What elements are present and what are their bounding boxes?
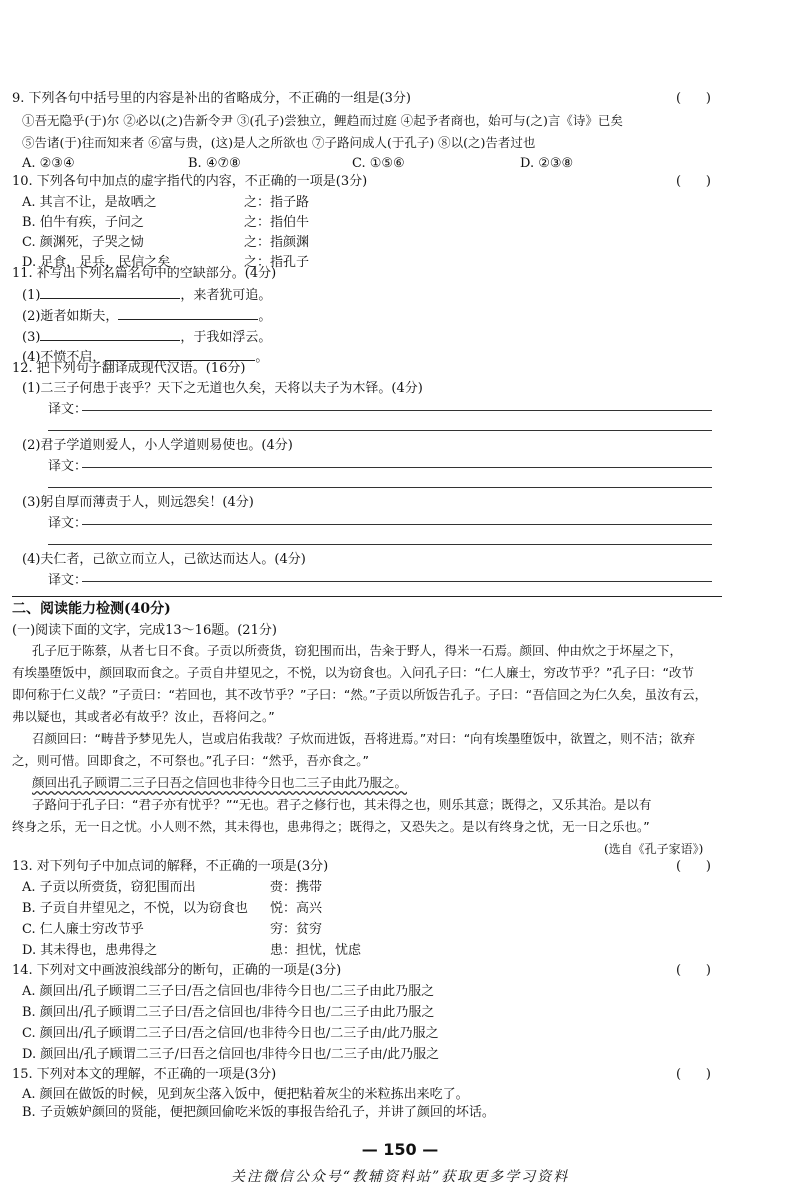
q10-option-d-note: 之：指孔子 bbox=[244, 255, 310, 270]
passage-p4-line-2: 终身之乐，无一日之忧。小人则不然，其未得也，患弗得之；既得之，又恐失之。是以有终身之忧，无一日之乐也。” bbox=[12, 819, 650, 834]
q11-blank-3[interactable] bbox=[40, 327, 180, 341]
q13-option-a-note: 赍：携带 bbox=[270, 880, 323, 895]
section-divider bbox=[12, 596, 722, 597]
passage-source: (选自《孔子家语》) bbox=[604, 842, 704, 856]
q11-item-3-num: (3) bbox=[22, 330, 41, 345]
q11-item-3-after: ，于我如浮云。 bbox=[180, 330, 272, 345]
q11-item-4-after: 。 bbox=[255, 350, 269, 365]
q15-option-a[interactable]: A. 颜回在做饭的时候，见到灰尘落入饭中，便把粘着灰尘的米粒拣出来吃了。 bbox=[22, 1087, 469, 1102]
passage-p1-line-4: 弗以疑也，其或者必有故乎？汝止，吾将问之。” bbox=[12, 709, 275, 724]
q15-stem: 15. 下列对本文的理解，不正确的一项是(3分) bbox=[12, 1067, 277, 1082]
q13-option-d[interactable]: D. 其未得也，患弗得之 bbox=[22, 943, 158, 958]
q11-stem: 11. 补写出下列名篇名句中的空缺部分。(4分) bbox=[12, 266, 277, 281]
q14-option-c[interactable]: C. 颜回出/孔子顾谓二三子曰/吾之信回/也非待今日也/二三子由/此乃服之 bbox=[22, 1026, 439, 1041]
q11-blank-2[interactable] bbox=[118, 306, 258, 320]
q10-answer-paren[interactable]: ( ) bbox=[676, 174, 711, 189]
q15-option-b[interactable]: B. 子贡嫉妒颜回的贤能，便把颜回偷吃米饭的事报告给孔子，并讲了颜回的坏话。 bbox=[22, 1105, 495, 1120]
page-number: — 150 — bbox=[361, 1140, 439, 1159]
q9-option-c[interactable]: C. ①⑤⑥ bbox=[352, 156, 405, 171]
q12-item-2: (2)君子学道则爱人，小人学道则易使也。(4分) bbox=[22, 438, 293, 453]
q12-stem: 12. 把下列句子翻译成现代汉语。(16分) bbox=[12, 361, 246, 376]
q15-answer-paren[interactable]: ( ) bbox=[676, 1067, 711, 1082]
q10-option-b-note: 之：指伯牛 bbox=[244, 215, 310, 230]
q12-item-3-label: 译文： bbox=[48, 516, 88, 531]
q12-item-3: (3)躬自厚而薄责于人，则远怨矣！(4分) bbox=[22, 495, 254, 510]
q13-option-b-note: 悦：高兴 bbox=[270, 901, 323, 916]
q11-item-1-num: (1) bbox=[22, 288, 41, 303]
q10-option-a[interactable]: A. 其言不让，是故哂之 bbox=[22, 195, 157, 210]
passage-p2-line-2: 之，则可惜。回即食之，不可祭也。”孔子曰：“然乎，吾亦食之。” bbox=[12, 753, 369, 768]
section2-subtitle: (一)阅读下面的文字，完成13～16题。(21分) bbox=[12, 623, 277, 638]
q10-option-b[interactable]: B. 伯牛有疾，子问之 bbox=[22, 215, 144, 230]
q11-item-2-num: (2)逝者如斯夫， bbox=[22, 309, 119, 324]
q11-item-1 bbox=[22, 285, 271, 305]
q11-item-2 bbox=[22, 306, 271, 326]
q12-item-1-label: 译文： bbox=[48, 402, 88, 417]
q12-item-2-answer-line-2[interactable] bbox=[48, 487, 712, 488]
q13-option-c-note: 穷：贫穷 bbox=[270, 922, 323, 937]
q13-answer-paren[interactable]: ( ) bbox=[676, 859, 711, 874]
q13-option-a[interactable]: A. 子贡以所赍货，窃犯围而出 bbox=[22, 880, 196, 895]
q14-option-b[interactable]: B. 颜回出/孔子顾谓二三子曰/吾之信回也/非待今日也/二三子由此乃服之 bbox=[22, 1005, 435, 1020]
q9-option-d[interactable]: D. ②③⑧ bbox=[520, 156, 574, 171]
q14-answer-paren[interactable]: ( ) bbox=[676, 963, 711, 978]
q10-option-c[interactable]: C. 颜渊死，子哭之恸 bbox=[22, 235, 144, 250]
q9-option-a[interactable]: A. ②③④ bbox=[22, 156, 75, 171]
q12-item-2-label: 译文： bbox=[48, 459, 88, 474]
q13-stem: 13. 对下列句子中加点词的解释，不正确的一项是(3分) bbox=[12, 859, 329, 874]
q9-answer-paren[interactable]: ( ) bbox=[676, 91, 711, 106]
passage-p3-wavy: 颜回出孔子顾谓二三子曰吾之信回也非待今日也二三子由此乃服之。 bbox=[32, 775, 408, 790]
passage-p1-line-2: 有埃墨堕饭中，颜回取而食之。子贡自井望见之，不悦，以为窃食也。入问孔子曰：“仁人廉士，穷改节乎？”孔子曰：“改节 bbox=[12, 665, 694, 680]
q14-option-d[interactable]: D. 颜回出/孔子顾谓二三子/曰吾之信回也/非待今日也/二三子由/此乃服之 bbox=[22, 1047, 440, 1062]
q12-item-4-answer-line-1[interactable] bbox=[82, 581, 712, 582]
passage-p1-line-1: 孔子厄于陈蔡，从者七日不食。子贡以所赍货，窃犯围而出，告籴于野人，得米一石焉。颜回、仲由炊之于坏屋之下， bbox=[32, 643, 683, 658]
footer-notice: 关注微信公众号“教辅资料站”获取更多学习资料 bbox=[230, 1169, 570, 1185]
passage-p2-line-1: 召颜回曰：“畴昔予梦见先人，岂或启佑我哉？子炊而进饭，吾将进焉。”对曰：“向有埃墨堕饭中，欲置之，则不洁；欲弃 bbox=[32, 731, 696, 746]
q12-item-1-answer-line-2[interactable] bbox=[48, 430, 712, 431]
q10-option-a-note: 之：指子路 bbox=[244, 195, 310, 210]
q11-item-4-num: (4)不愤不启， bbox=[22, 350, 106, 365]
q12-item-1-answer-line-1[interactable] bbox=[82, 410, 712, 411]
q13-option-d-note: 患：担忧，忧虑 bbox=[270, 943, 362, 958]
q12-item-4-label: 译文： bbox=[48, 573, 88, 588]
q11-item-1-after: ，来者犹可追。 bbox=[180, 288, 272, 303]
section2-title: 二、阅读能力检测(40分) bbox=[12, 601, 171, 617]
q9-row1: ①吾无隐乎(于)尔 ②必以(之)告新令尹 ③(孔子)尝独立，鲤趋而过庭 ④起予者商也，始可与(之)言《诗》已矣 bbox=[22, 113, 623, 128]
q9-stem: 9. 下列各句中括号里的内容是补出的省略成分，不正确的一组是(3分) bbox=[12, 91, 411, 106]
q11-blank-4[interactable] bbox=[105, 347, 255, 361]
q11-item-2-after: 。 bbox=[258, 309, 272, 324]
q11-blank-1[interactable] bbox=[40, 285, 180, 299]
q10-option-c-note: 之：指颜渊 bbox=[244, 235, 310, 250]
passage-p4-line-1: 子路问于孔子曰：“君子亦有忧乎？”“无也。君子之修行也，其未得之也，则乐其意；既得之，又乐其治。是以有 bbox=[32, 797, 652, 812]
q12-item-3-answer-line-1[interactable] bbox=[82, 524, 712, 525]
q12-item-3-answer-line-2[interactable] bbox=[48, 544, 712, 545]
q14-option-a[interactable]: A. 颜回出/孔子顾谓二三子曰/吾之信回也/非待今日也/二三子由此乃服之 bbox=[22, 984, 435, 999]
q12-item-1: (1)二三子何患于丧乎？天下之无道也久矣，天将以夫子为木铎。(4分) bbox=[22, 381, 423, 396]
q9-option-b[interactable]: B. ④⑦⑧ bbox=[188, 156, 241, 171]
passage-p1-line-3: 即何称于仁义哉？”子贡曰：“若回也，其不改节乎？”子曰：“然。”子贡以所饭告孔子。子曰：“吾信回之为仁久矣，虽汝有云， bbox=[12, 687, 708, 702]
q10-option-d[interactable]: D. 足食，足兵，民信之矣 bbox=[22, 255, 171, 270]
q10-stem: 10. 下列各句中加点的虚字指代的内容，不正确的一项是(3分) bbox=[12, 174, 368, 189]
q13-option-b[interactable]: B. 子贡自井望见之，不悦，以为窃食也 bbox=[22, 901, 248, 916]
q12-item-4: (4)夫仁者，己欲立而立人，己欲达而达人。(4分) bbox=[22, 552, 306, 567]
q14-stem: 14. 下列对文中画波浪线部分的断句，正确的一项是(3分) bbox=[12, 963, 342, 978]
q13-option-c[interactable]: C. 仁人廉士穷改节乎 bbox=[22, 922, 144, 937]
q12-item-2-answer-line-1[interactable] bbox=[82, 467, 712, 468]
q11-item-3 bbox=[22, 327, 271, 347]
q9-row2: ⑤告诸(于)往而知来者 ⑥富与贵，(这)是人之所欲也 ⑦子路问成人(于孔子) ⑧以(之)告者过也 bbox=[22, 135, 536, 150]
